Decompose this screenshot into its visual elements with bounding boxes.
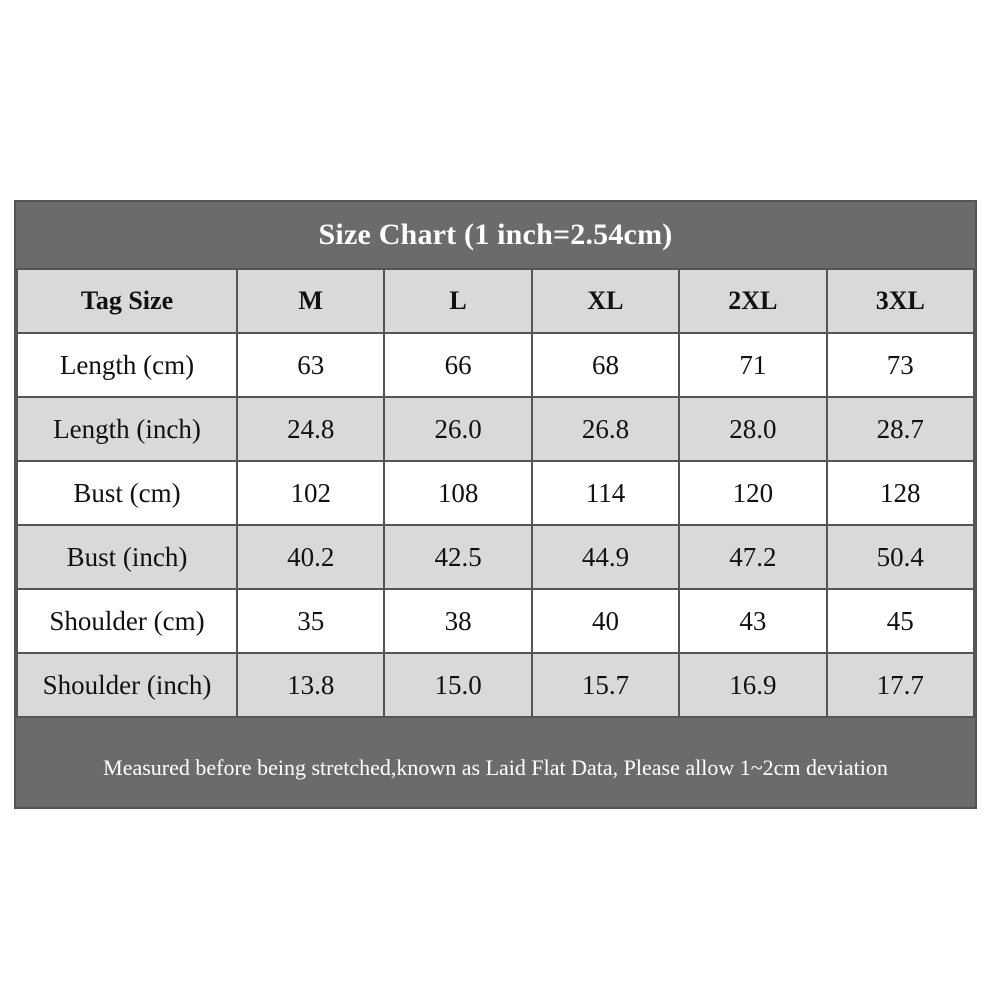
table-cell: 102 [237, 461, 384, 525]
table-row [17, 589, 974, 653]
size-table [16, 268, 975, 718]
table-cell: 63 [237, 333, 384, 397]
table-cell: 40.2 [237, 525, 384, 589]
table-cell: 50.4 [827, 525, 974, 589]
row-label: Shoulder (inch) [17, 653, 237, 717]
table-cell: 13.8 [237, 653, 384, 717]
table-cell: 43 [679, 589, 826, 653]
size-chart [14, 200, 977, 809]
table-cell: 38 [384, 589, 531, 653]
table-row [17, 397, 974, 461]
table-cell: 120 [679, 461, 826, 525]
table-cell: 68 [532, 333, 679, 397]
row-label: Shoulder (cm) [17, 589, 237, 653]
table-cell: 42.5 [384, 525, 531, 589]
column-header-2xl: 2XL [679, 269, 826, 333]
table-cell: 24.8 [237, 397, 384, 461]
row-label: Length (cm) [17, 333, 237, 397]
table-cell: 128 [827, 461, 974, 525]
column-header-l: L [384, 269, 531, 333]
table-cell: 71 [679, 333, 826, 397]
column-header-xl: XL [532, 269, 679, 333]
table-row [17, 461, 974, 525]
table-cell: 15.0 [384, 653, 531, 717]
size-chart-title: Size Chart (1 inch=2.54cm) [318, 218, 673, 251]
table-cell: 40 [532, 589, 679, 653]
table-cell: 28.7 [827, 397, 974, 461]
table-cell: 26.8 [532, 397, 679, 461]
table-row [17, 333, 974, 397]
table-cell: 47.2 [679, 525, 826, 589]
table-row [17, 653, 974, 717]
table-cell: 108 [384, 461, 531, 525]
table-cell: 45 [827, 589, 974, 653]
column-header-3xl: 3XL [827, 269, 974, 333]
measurement-note: Measured before being stretched,known as Laid Flat Data, Please allow 1~2cm deviation [103, 754, 888, 780]
table-cell: 26.0 [384, 397, 531, 461]
table-cell: 35 [237, 589, 384, 653]
table-cell: 15.7 [532, 653, 679, 717]
table-cell: 17.7 [827, 653, 974, 717]
table-cell: 44.9 [532, 525, 679, 589]
table-cell: 73 [827, 333, 974, 397]
column-header-tag-size: Tag Size [17, 269, 237, 333]
row-label: Bust (cm) [17, 461, 237, 525]
row-label: Bust (inch) [17, 525, 237, 589]
table-cell: 114 [532, 461, 679, 525]
table-cell: 66 [384, 333, 531, 397]
column-header-m: M [237, 269, 384, 333]
table-cell: 16.9 [679, 653, 826, 717]
table-cell: 28.0 [679, 397, 826, 461]
row-label: Length (inch) [17, 397, 237, 461]
table-header-row [17, 269, 974, 333]
table-row [17, 525, 974, 589]
